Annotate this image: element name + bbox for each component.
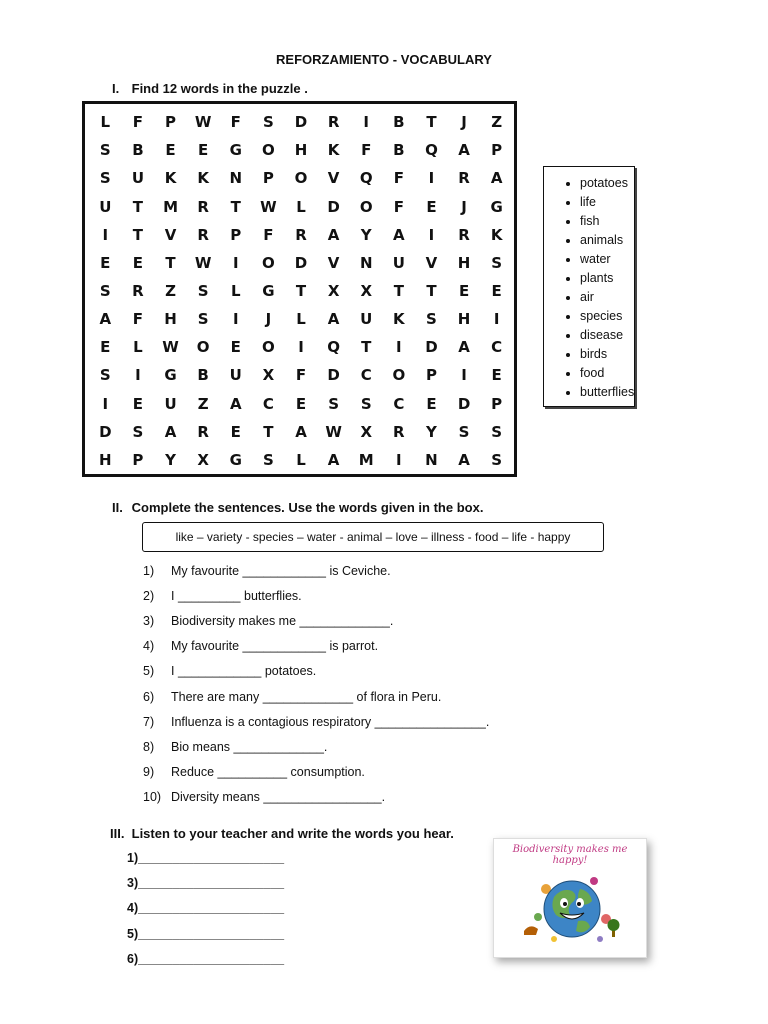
puzzle-letter: S — [99, 141, 111, 160]
puzzle-letter: K — [490, 225, 503, 244]
puzzle-letter: V — [327, 169, 340, 188]
sentence-number: 5) — [143, 664, 155, 679]
sentence-text[interactable]: Reduce __________ consumption. — [171, 764, 365, 779]
word-search-puzzle — [82, 101, 517, 477]
section-1-number: I. — [112, 81, 120, 96]
sentence-item — [143, 589, 302, 603]
puzzle-letter: V — [327, 253, 340, 272]
puzzle-letter: S — [328, 394, 340, 413]
puzzle-letter: S — [197, 310, 209, 329]
section-3-number: III. — [110, 826, 125, 841]
puzzle-letter: I — [135, 366, 141, 385]
puzzle-letter: A — [99, 310, 112, 329]
puzzle-letter: F — [361, 141, 372, 160]
sentence-item — [143, 614, 393, 628]
puzzle-letter: N — [425, 450, 438, 469]
puzzle-letter: G — [229, 141, 242, 160]
puzzle-letter: S — [99, 366, 111, 385]
puzzle-letter: U — [99, 197, 112, 216]
sentence-text[interactable]: Biodiversity makes me _____________. — [171, 614, 394, 629]
puzzle-letter: W — [260, 197, 277, 216]
puzzle-letter: B — [132, 141, 144, 160]
section-3-text: Listen to your teacher and write the words you hear. — [131, 826, 454, 841]
answer-line[interactable]: 3)_____________________ — [127, 876, 285, 891]
puzzle-letter: S — [360, 394, 372, 413]
puzzle-letter: E — [426, 197, 437, 216]
puzzle-letter: E — [132, 253, 144, 272]
puzzle-letter: I — [461, 366, 467, 385]
puzzle-letter: L — [133, 338, 143, 357]
puzzle-letter: K — [197, 169, 209, 188]
puzzle-letter: U — [131, 169, 144, 188]
puzzle-letter: B — [197, 366, 209, 385]
puzzle-letter: R — [458, 225, 470, 244]
puzzle-letter: R — [197, 225, 209, 244]
puzzle-letter: X — [262, 366, 275, 385]
puzzle-letter: T — [361, 338, 372, 357]
puzzle-letter: T — [426, 281, 437, 300]
sentence-number: 4) — [143, 639, 155, 654]
puzzle-letter: I — [102, 225, 109, 244]
puzzle-letter: S — [99, 281, 111, 300]
sentence-item — [143, 690, 441, 704]
puzzle-letter: G — [229, 450, 242, 469]
puzzle-letter: T — [263, 422, 274, 441]
puzzle-letter: A — [295, 422, 307, 441]
puzzle-letter: F — [295, 366, 307, 385]
puzzle-letter: I — [493, 310, 500, 329]
puzzle-letter: G — [262, 281, 275, 300]
smiling-earth-icon — [494, 839, 648, 959]
puzzle-letter: X — [360, 422, 373, 441]
puzzle-letter: F — [132, 310, 144, 329]
puzzle-letter: T — [132, 197, 144, 216]
puzzle-letter: D — [294, 253, 308, 272]
puzzle-letter: I — [396, 338, 402, 357]
word-bank-text: like – variety - species – water - animal – love – illness - food – life - happy — [175, 530, 571, 544]
puzzle-letter: J — [265, 310, 272, 329]
sentence-item — [143, 790, 385, 804]
puzzle-letter: I — [363, 113, 370, 132]
puzzle-grid — [89, 108, 513, 474]
worksheet-title: REFORZAMIENTO - VOCABULARY — [276, 52, 492, 67]
puzzle-letter: F — [230, 113, 241, 132]
word-list-item: • disease — [580, 326, 634, 345]
puzzle-letter: O — [261, 253, 275, 272]
puzzle-letter: E — [198, 141, 209, 160]
word-list-item: • butterflies — [580, 383, 634, 402]
sentence-item — [143, 715, 489, 729]
puzzle-letter: T — [393, 281, 404, 300]
puzzle-letter: S — [99, 169, 111, 188]
puzzle-letter: U — [164, 394, 177, 413]
puzzle-letter: D — [425, 338, 438, 357]
puzzle-letter: G — [490, 197, 503, 216]
puzzle-letter: S — [458, 422, 470, 441]
puzzle-letter: M — [163, 197, 178, 216]
puzzle-letter: J — [461, 197, 467, 216]
puzzle-letter: P — [230, 225, 242, 244]
puzzle-letter: S — [491, 253, 503, 272]
puzzle-letter: A — [458, 450, 470, 469]
puzzle-letter: O — [359, 197, 373, 216]
sentence-number: 1) — [143, 564, 155, 578]
puzzle-letter: C — [393, 394, 405, 413]
puzzle-letter: P — [491, 394, 503, 413]
answer-line[interactable]: 6)_____________________ — [127, 951, 285, 966]
section-2-heading — [112, 500, 483, 515]
word-list-item: • food — [580, 364, 634, 383]
puzzle-letter: R — [295, 225, 307, 244]
puzzle-letter: K — [164, 169, 177, 188]
word-list-item: • fish — [580, 212, 634, 231]
puzzle-letter: E — [100, 253, 111, 272]
puzzle-letter: E — [230, 422, 241, 441]
puzzle-letter: R — [393, 422, 405, 441]
puzzle-letter: E — [165, 141, 176, 160]
puzzle-letter: A — [458, 338, 470, 357]
word-bank-box — [142, 522, 604, 552]
puzzle-letter: P — [491, 141, 503, 160]
puzzle-letter: R — [458, 169, 470, 188]
puzzle-letter: W — [162, 338, 179, 357]
puzzle-letter: P — [262, 169, 274, 188]
puzzle-letter: A — [164, 422, 177, 441]
puzzle-letter: S — [426, 310, 437, 329]
sentence-item — [143, 664, 316, 678]
puzzle-letter: T — [230, 197, 241, 216]
puzzle-letter: Y — [165, 450, 176, 469]
sentence-text[interactable]: My favourite ____________ is parrot. — [171, 639, 379, 654]
section-1-text: Find 12 words in the puzzle . — [131, 81, 308, 96]
word-list-item: • plants — [580, 269, 634, 288]
puzzle-letter: M — [358, 450, 374, 469]
puzzle-letter: E — [295, 394, 307, 413]
puzzle-letter: I — [428, 169, 435, 188]
puzzle-letter: S — [491, 422, 503, 441]
puzzle-letter: F — [263, 225, 274, 244]
puzzle-letter: U — [392, 253, 405, 272]
puzzle-letter: A — [327, 450, 340, 469]
puzzle-letter: Y — [426, 422, 437, 441]
puzzle-letter: T — [295, 281, 307, 300]
puzzle-letter: E — [100, 338, 111, 357]
puzzle-letter: W — [194, 253, 212, 272]
word-list-item: • animals — [580, 231, 634, 250]
puzzle-letter: A — [393, 225, 405, 244]
puzzle-letter: R — [197, 422, 209, 441]
puzzle-letter: U — [229, 366, 242, 385]
section-2-number: II. — [112, 500, 123, 515]
puzzle-letter: L — [100, 113, 111, 132]
sentence-number: 8) — [143, 739, 155, 754]
puzzle-letter: D — [457, 394, 471, 413]
puzzle-letter: Q — [425, 141, 438, 160]
sentence-text[interactable]: There are many _____________ of flora in Peru. — [171, 689, 442, 704]
puzzle-letter: S — [132, 422, 144, 441]
sentence-number: 3) — [143, 614, 155, 629]
puzzle-letter: E — [458, 281, 470, 300]
word-list-box — [543, 166, 635, 407]
puzzle-letter: H — [99, 450, 112, 469]
puzzle-letter: Q — [359, 169, 373, 188]
illustration-caption: Biodiversity makes me happy! — [512, 844, 628, 866]
puzzle-letter: K — [393, 310, 405, 329]
sentence-number: 2) — [143, 589, 155, 604]
puzzle-letter: L — [296, 450, 306, 469]
puzzle-letter: A — [458, 141, 470, 160]
puzzle-letter: P — [425, 366, 437, 385]
word-list-item: • water — [580, 250, 634, 269]
section-1-heading — [112, 81, 308, 96]
puzzle-letter: N — [229, 169, 243, 188]
puzzle-letter: E — [426, 394, 437, 413]
puzzle-letter: D — [294, 113, 308, 132]
puzzle-letter: F — [393, 197, 404, 216]
sentence-number: 6) — [143, 689, 155, 704]
puzzle-letter: A — [490, 169, 503, 188]
puzzle-letter: A — [327, 225, 340, 244]
puzzle-letter: H — [164, 310, 177, 329]
puzzle-letter: S — [262, 450, 274, 469]
sentence-text[interactable]: My favourite ____________ is Ceviche. — [171, 564, 391, 578]
sentence-number: 10) — [143, 789, 162, 804]
puzzle-letter: X — [327, 281, 340, 300]
puzzle-letter: I — [102, 394, 109, 413]
puzzle-letter: B — [393, 141, 405, 160]
puzzle-letter: U — [360, 310, 373, 329]
puzzle-letter: C — [360, 366, 372, 385]
word-list-item: • species — [580, 307, 634, 326]
sentence-item — [143, 740, 327, 754]
puzzle-letter: S — [197, 281, 209, 300]
word-list — [544, 174, 634, 402]
puzzle-letter: I — [396, 450, 402, 469]
puzzle-letter: C — [262, 394, 274, 413]
puzzle-letter: L — [230, 281, 241, 300]
puzzle-letter: R — [132, 281, 144, 300]
puzzle-letter: T — [426, 113, 437, 132]
answer-line[interactable]: 4)_____________________ — [127, 901, 285, 916]
puzzle-letter: E — [491, 366, 502, 385]
word-list-item: • birds — [580, 345, 634, 364]
puzzle-letter: H — [457, 310, 471, 329]
puzzle-letter: O — [294, 169, 308, 188]
sentence-number: 9) — [143, 764, 155, 779]
puzzle-letter: O — [261, 141, 275, 160]
puzzle-letter: F — [132, 113, 144, 132]
sentence-text[interactable]: I _________ butterflies. — [171, 589, 302, 604]
puzzle-letter: X — [360, 281, 373, 300]
puzzle-letter: C — [491, 338, 503, 357]
puzzle-letter: Z — [197, 394, 209, 413]
biodiversity-illustration — [493, 838, 647, 958]
puzzle-letter: L — [296, 197, 306, 216]
puzzle-letter: O — [392, 366, 406, 385]
puzzle-letter: A — [229, 394, 242, 413]
word-list-item: • air — [580, 288, 634, 307]
puzzle-letter: V — [425, 253, 438, 272]
sentence-text[interactable]: Bio means _____________. — [171, 739, 328, 754]
puzzle-letter: T — [165, 253, 176, 272]
puzzle-letter: H — [457, 253, 471, 272]
puzzle-letter: I — [232, 310, 239, 329]
puzzle-letter: H — [294, 141, 308, 160]
sentence-text[interactable]: I ____________ potatoes. — [171, 664, 317, 679]
puzzle-letter: G — [164, 366, 177, 385]
puzzle-letter: L — [296, 310, 306, 329]
puzzle-letter: W — [325, 422, 342, 441]
sentence-item — [143, 639, 378, 653]
puzzle-letter: Z — [165, 281, 176, 300]
puzzle-letter: I — [232, 253, 239, 272]
section-2-text: Complete the sentences. Use the words given in the box. — [131, 500, 484, 515]
puzzle-letter: W — [194, 113, 212, 132]
puzzle-letter: N — [359, 253, 373, 272]
puzzle-letter: D — [327, 366, 340, 385]
puzzle-letter: O — [261, 338, 275, 357]
puzzle-letter: O — [196, 338, 210, 357]
puzzle-letter: I — [298, 338, 304, 357]
puzzle-letter: V — [164, 225, 177, 244]
puzzle-letter: Q — [327, 338, 340, 357]
puzzle-letter: J — [461, 113, 467, 132]
puzzle-letter: F — [393, 169, 404, 188]
puzzle-letter: D — [99, 422, 112, 441]
puzzle-letter: D — [327, 197, 340, 216]
puzzle-letter: Y — [360, 225, 372, 244]
puzzle-letter: E — [132, 394, 144, 413]
sentence-item — [143, 765, 365, 779]
puzzle-letter: T — [132, 225, 144, 244]
puzzle-letter: P — [165, 113, 177, 132]
puzzle-letter: Z — [491, 113, 503, 132]
word-list-item: • potatoes — [580, 174, 634, 193]
puzzle-letter: R — [197, 197, 209, 216]
puzzle-letter: X — [197, 450, 209, 469]
puzzle-letter: E — [491, 281, 502, 300]
puzzle-letter: A — [327, 310, 340, 329]
puzzle-letter: B — [393, 113, 405, 132]
sentence-text[interactable]: Influenza is a contagious respiratory ________________. — [171, 714, 490, 729]
puzzle-letter: S — [262, 113, 274, 132]
answer-line[interactable]: 5)_____________________ — [127, 926, 285, 941]
puzzle-letter: K — [327, 141, 340, 160]
puzzle-letter: E — [230, 338, 241, 357]
sentence-text[interactable]: Diversity means _________________. — [171, 789, 386, 804]
puzzle-letter: I — [428, 225, 435, 244]
puzzle-letter: S — [491, 450, 503, 469]
puzzle-letter: P — [132, 450, 144, 469]
section-3-heading — [110, 826, 454, 841]
word-list-item: • life — [580, 193, 634, 212]
sentence-number: 7) — [143, 714, 155, 729]
sentence-item — [143, 564, 391, 578]
answer-line[interactable]: 1)_____________________ — [127, 851, 285, 865]
puzzle-letter: R — [327, 113, 340, 132]
